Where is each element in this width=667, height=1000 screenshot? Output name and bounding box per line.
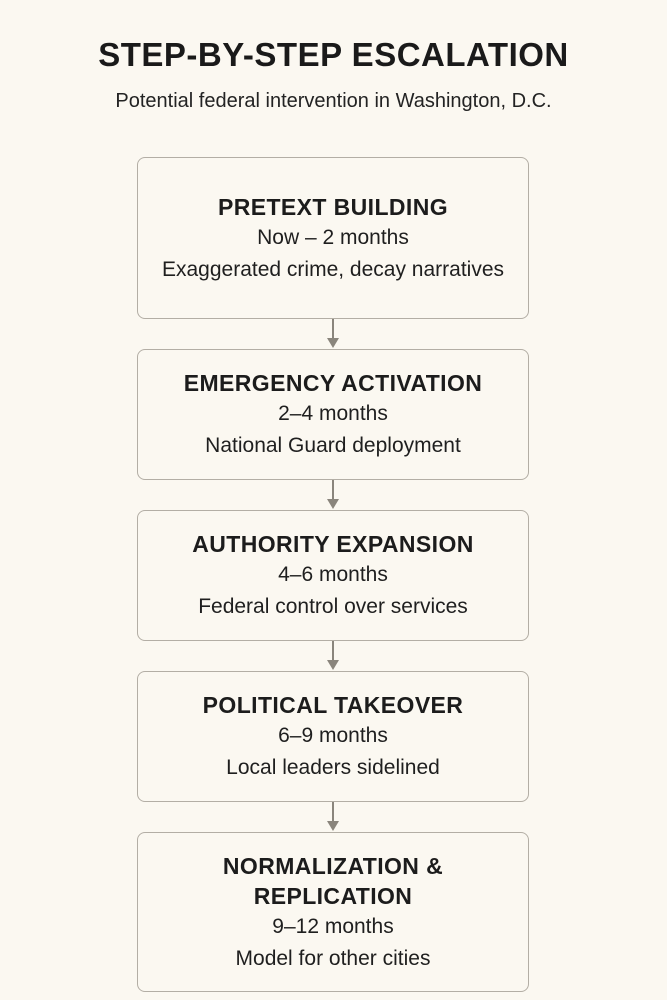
step-box-political-takeover <box>137 671 529 802</box>
step-timeframe: 4–6 months <box>278 563 388 586</box>
step-box-normalization-replication <box>137 832 529 992</box>
step-box-pretext-building <box>137 157 529 319</box>
step-description: Model for other cities <box>235 946 431 970</box>
step-title: AUTHORITY EXPANSION <box>192 531 474 557</box>
down-arrow-icon <box>325 319 341 349</box>
step-timeframe: 9–12 months <box>272 914 394 938</box>
page-title: STEP-BY-STEP ESCALATION <box>98 36 569 73</box>
down-arrow-icon <box>325 802 341 832</box>
step-description: Local leaders sidelined <box>226 756 440 779</box>
step-title: NORMALIZATION & REPLICATION <box>222 852 444 909</box>
step-description: Federal control over services <box>198 595 468 618</box>
step-timeframe: 6–9 months <box>278 724 388 747</box>
page-subtitle: Potential federal intervention in Washington, D.C. <box>115 90 552 112</box>
step-timeframe: 2–4 months <box>278 402 388 425</box>
step-title: PRETEXT BUILDING <box>217 193 449 220</box>
step-box-authority-expansion <box>137 510 529 641</box>
step-title: POLITICAL TAKEOVER <box>202 692 464 718</box>
step-timeframe: Now – 2 months <box>257 225 409 249</box>
down-arrow-icon <box>325 480 341 510</box>
step-title: EMERGENCY ACTIVATION <box>183 370 483 396</box>
step-description: National Guard deployment <box>205 434 461 457</box>
down-arrow-icon <box>325 641 341 671</box>
step-description: Exaggerated crime, decay narratives <box>162 257 504 281</box>
step-box-emergency-activation <box>137 349 529 480</box>
